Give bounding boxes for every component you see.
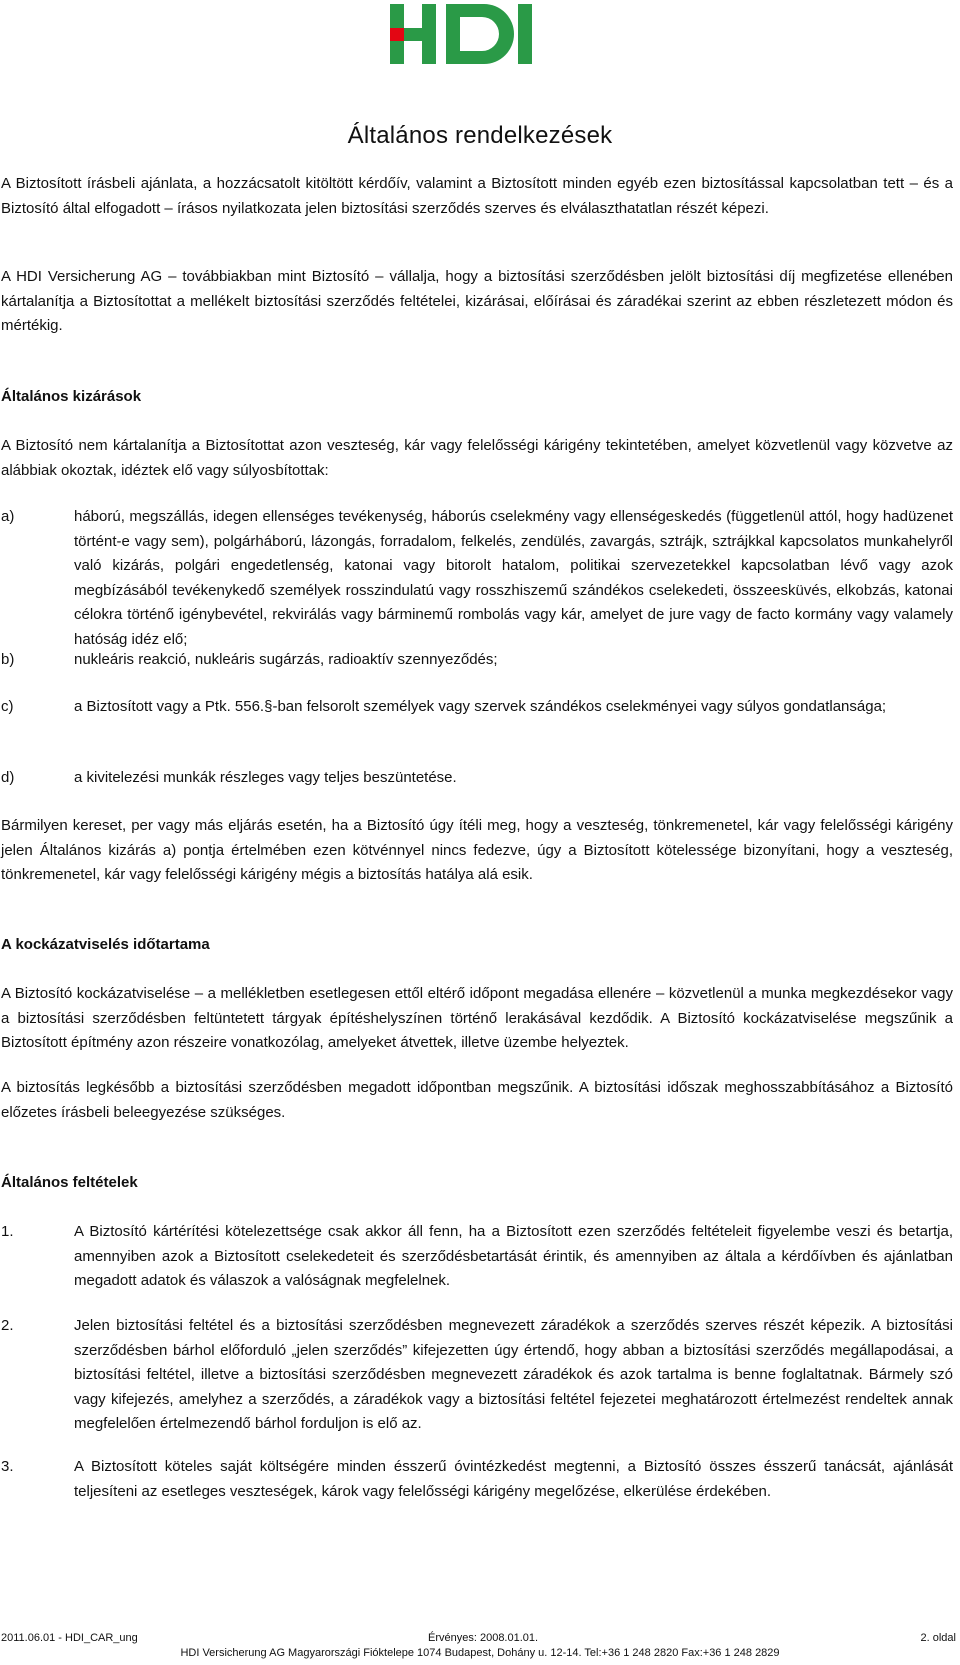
page-title: Általános rendelkezések [347, 122, 613, 149]
intro-paragraph-2: A HDI Versicherung AG – továbbiakban mint Biztosító – vállalja, hogy a biztosítási szerződésben jelölt biztosítási díj megfizetése ellenében kártalanítja a Biztosítottat a mellékelt biztosítási szerződés feltételei, kizárásai, előírásai és záradékai szerint az ebben részletezett módon és mértékig. [1, 268, 953, 334]
duration-paragraph-2: A biztosítás legkésőbb a biztosítási szerződésben megadott időpontban megszűnik. A biztosítási időszak meghosszabbításához a Biztosító előzetes írásbeli beleegyezése szükséges. [1, 1079, 953, 1121]
footer-valid-date: Érvényes: 2008.01.01. [428, 1632, 539, 1644]
item-label: b) [1, 651, 15, 668]
item-label: 2. [1, 1317, 14, 1334]
footer-address: HDI Versicherung AG Magyarországi Fióktelepe 1074 Budapest, Dohány u. 12-14. Tel:+36 1 248 2820 Fax:+36 1 248 2829 [180, 1647, 780, 1659]
item-text: a Biztosított vagy a Ptk. 556.§-ban felsorolt személyek vagy szervek szándékos cselekményei vagy súlyos gondatlansága; [74, 698, 887, 715]
exclusions-heading: Általános kizárások [1, 388, 142, 405]
item-label: d) [1, 769, 15, 786]
conditions-heading: Általános feltételek [1, 1174, 138, 1191]
item-text: nukleáris reakció, nukleáris sugárzás, radioaktív szennyeződés; [74, 651, 498, 668]
condition-item-3 [1, 1455, 953, 1504]
item-text: A Biztosító kártérítési kötelezettsége csak akkor áll fenn, ha a Biztosított ezen szerződés feltételeit figyelembe veszi és betartja, amennyiben azok a Biztosított cselekedeteit és szerződésbetartását érintik, és amennyiben az általa a kérdőívben és ajánlatban megadott adatok és válaszok a valóságnak megfelelnek. [74, 1223, 953, 1289]
item-label: 1. [1, 1223, 14, 1240]
item-label: a) [1, 508, 15, 525]
footer-row [0, 1632, 960, 1646]
exclusion-item-b [1, 648, 953, 673]
hdi-logo [390, 4, 570, 68]
condition-item-1 [1, 1220, 953, 1294]
item-text: A Biztosított köteles saját költségére minden ésszerű óvintézkedést megtenni, a Biztosító összes ésszerű tanácsát, ajánlását teljesíteni az esetleges veszteségek, károk vagy felelősségi kárigény megelőzése, elkerülése érdekében. [74, 1458, 953, 1500]
item-text: Jelen biztosítási feltétel és a biztosítási szerződésben megnevezett záradékok a szerződés szerves részét képezik. A biztosítási szerződésben bárhol előforduló „jelen szerződés” kifejezetten úgy értendő, hogy abban a biztosítási szerződés megállapodásai, a biztosítási feltétel, illetve a biztosítási szerződésben megnevezett záradékok és azok tartalma is benne foglaltatnak. Bármely szó vagy kifejezés, amelyhez a szerződés, a záradékok vagy a biztosítási feltétel fejezetei meghatározott értelmezést rendeltek annak megfelelően értelmezendő bárhol forduljon is elő az. [74, 1317, 953, 1432]
duration-heading: A kockázatviselés időtartama [1, 936, 210, 953]
exclusion-item-c [1, 695, 953, 720]
item-text: a kivitelezési munkák részleges vagy teljes beszüntetése. [74, 769, 457, 786]
item-label: c) [1, 698, 14, 715]
footer-doc-id: 2011.06.01 - HDI_CAR_ung [1, 1632, 138, 1644]
duration-paragraph-1: A Biztosító kockázatviselése – a mellékletben esetlegesen ettől eltérő időpont megadása ellenére – közvetlenül a munka megkezdésekor vagy a biztosítási szerződésben feltüntetett tárgyak építéshelyszínen történő lerakásával kezdődik. A Biztosító kockázatviselése megszűnik a Biztosított építmény azon részeire vonatkozólag, amelyeket átvettek, illetve üzembe helyeztek. [1, 985, 953, 1051]
item-label: 3. [1, 1458, 14, 1475]
item-text: háború, megszállás, idegen ellenséges tevékenység, háborús cselekmény vagy ellenségeskedés (függetlenül attól, hogy hadüzenet történt-e vagy sem), polgárháború, lázongás, forradalom, felkelés, zendülés, zavargás, sztrájk, sztrájkkal kapcsolatos munkahelyről való kizárás, polgári engedetlenség, katonai vagy bitorolt hatalom, politikai szervezetekkel kapcsolatban lévő vagy azok megbízásából tevékenykedő személyek rosszindulatú vagy rosszhiszemű szándékos cselekedeti, összeesküvés, elkobzás, katonai célokra történő igénybevétel, rekvirálás vagy bárminemű rombolás vagy kár, amelyet de jure vagy de facto kormány vagy valamely hatóság idéz elő; [74, 508, 953, 648]
exclusion-item-d [1, 766, 953, 791]
intro-paragraph-1: A Biztosított írásbeli ajánlata, a hozzácsatolt kitöltött kérdőív, valamint a Biztosított minden egyéb ezen biztosítással kapcsolatban tett – és a Biztosító által elfogadott – írásos nyilatkozata jelen biztosítási szerződés szerves és elválaszthatatlan részét képezi. [1, 175, 953, 217]
footer-page-number: 2. oldal [920, 1632, 956, 1644]
exclusions-lead: A Biztosító nem kártalanítja a Biztosítottat azon veszteség, kár vagy felelősségi kárigény tekintetében, amelyet közvetlenül vagy közvetve az alábbiak okoztak, idéztek elő vagy súlyosbítottak: [1, 437, 953, 479]
exclusions-closing: Bármilyen kereset, per vagy más eljárás esetén, ha a Biztosító úgy ítéli meg, hogy a veszteség, tönkremenetel, kár vagy felelősségi kárigény jelen Általános kizárás a) pontja értelmében ezen kötvénnyel nincs fedezve, úgy a Biztosított kötelessége bizonyítani, hogy a veszteség, tönkremenetel, kár vagy felelősségi kárigény mégis a biztosítás hatálya alá esik. [1, 817, 953, 883]
condition-item-2 [1, 1314, 953, 1437]
exclusion-item-a [1, 505, 953, 652]
